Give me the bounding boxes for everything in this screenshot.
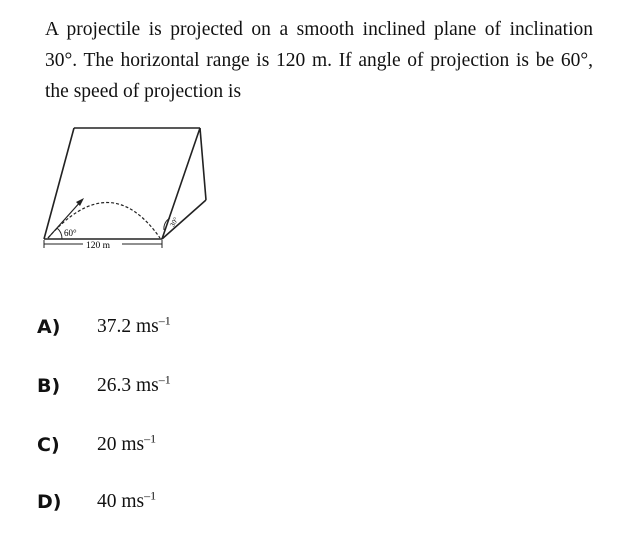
option-c-value: 20 $ms^{-1}$ (97, 431, 157, 455)
range-label: 120 m (86, 241, 111, 251)
option-b-value: 26.3 $ms^{-1}$ (97, 372, 171, 396)
option-d-label: D) (37, 491, 62, 513)
incline-angle-label: 30° (168, 215, 181, 229)
question-text: A projectile is projected on a smooth inclined plane of inclination 30°. The horizontal range is 120 m. If angle of projection is be 60°, the speed of projection is (45, 19, 593, 102)
option-c-label: C) (37, 434, 60, 456)
inclined-plane-figure (40, 122, 220, 257)
wedge-back-edge (200, 128, 206, 200)
option-a-label: A) (37, 316, 61, 338)
option-a-value: 37.2 $ms^{-1}$ (97, 313, 171, 337)
option-b-label: B) (37, 375, 61, 397)
wedge-left-edge (44, 128, 74, 239)
angle-arc-60 (57, 228, 62, 239)
angle-label-60: 60° (64, 228, 77, 238)
option-d-value: 40 $ms^{-1}$ (97, 488, 157, 512)
